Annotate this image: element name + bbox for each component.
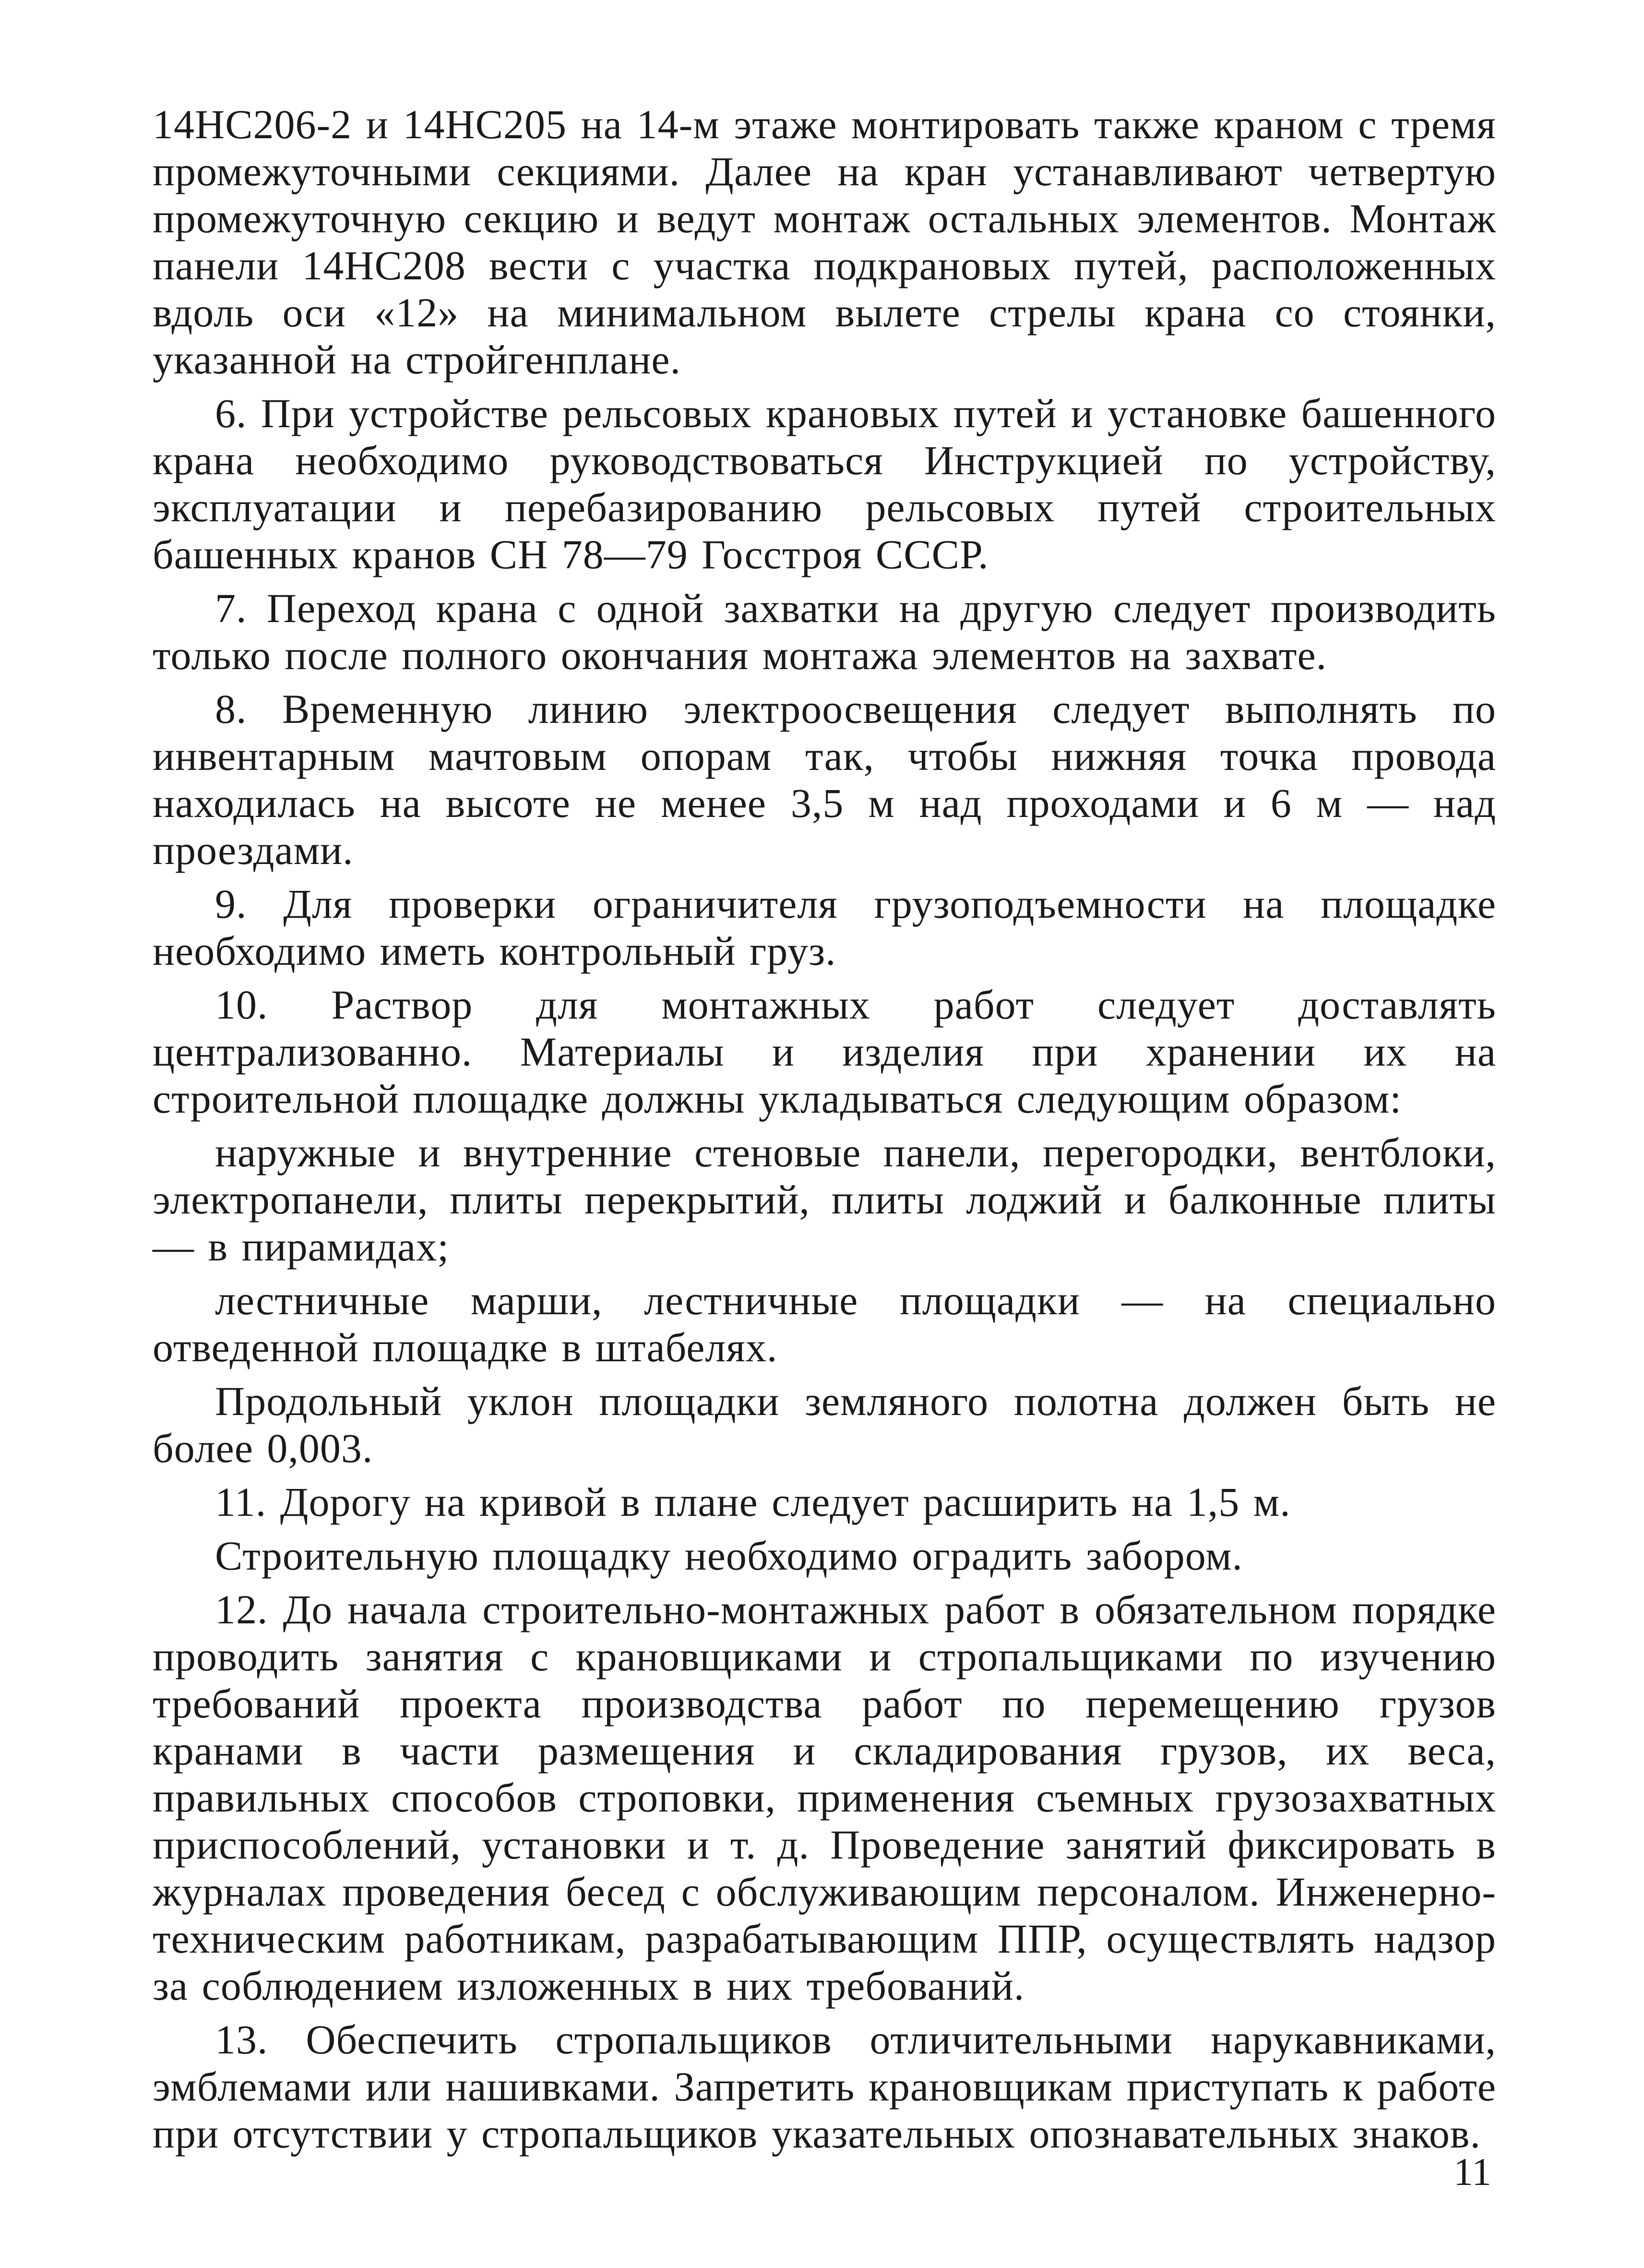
- page-number: 11: [1453, 2150, 1491, 2194]
- paragraph-stairs-storage: лестничные марши, лестничные площадки — на специально отведенной площадке в штабелях.: [153, 1277, 1496, 1370]
- paragraph-continuation: 14НС206-2 и 14НС205 на 14-м этаже монтировать также краном с тремя промежуточными секциями. Далее на кран устанавливают четвертую промежуточную секцию и ведут монтаж остальных элементов. Монтаж панели 14НС208 вести с участка подкрановых путей, расположенных вдоль оси «12» на минимальном вылете стрелы крана со стоянки, указанной на стройгенплане.: [153, 101, 1496, 383]
- paragraph-item-7: 7. Переход крана с одной захватки на другую следует производить только после полного окончания монтажа элементов на захвате.: [153, 585, 1496, 678]
- paragraph-slope: Продольный уклон площадки земляного полотна должен быть не более 0,003.: [153, 1378, 1496, 1471]
- paragraph-item-9: 9. Для проверки ограничителя грузоподъемности на площадке необходимо иметь контрольный груз.: [153, 881, 1496, 974]
- document-body: [153, 101, 1496, 2164]
- paragraph-item-6: 6. При устройстве рельсовых крановых путей и установке башенного крана необходимо руководствоваться Инструкцией по устройству, эксплуатации и перебазированию рельсовых путей строительных башенных кранов СН 78—79 Госстроя СССР.: [153, 390, 1496, 577]
- paragraph-item-12: 12. До начала строительно-монтажных работ в обязательном порядке проводить занятия с крановщиками и стропальщиками по изучению требований проекта производства работ по перемещению грузов кранами в части размещения и складирования грузов, их веса, правильных способов строповки, применения съемных грузозахватных приспособлений, установки и т. д. Проведение занятий фиксировать в журналах проведения бесед с обслуживающим персоналом. Инженерно-техническим работникам, разрабатывающим ППР, осуществлять надзор за соблюдением изложенных в них требований.: [153, 1586, 1496, 2009]
- paragraph-item-13: 13. Обеспечить стропальщиков отличительными нарукавниками, эмблемами или нашивками. Запретить крановщикам приступать к работе при отсутствии у стропальщиков указательных опознавательных знаков.: [153, 2016, 1496, 2157]
- paragraph-fence: Строительную площадку необходимо оградить забором.: [215, 1533, 1243, 1579]
- paragraph-panels-storage: наружные и внутренние стеновые панели, перегородки, вентблоки, электропанели, плиты перекрытий, плиты лоджий и балконные плиты — в пирамидах;: [153, 1129, 1496, 1270]
- paragraph-item-8: 8. Временную линию электроосвещения следует выполнять по инвентарным мачтовым опорам так, чтобы нижняя точка провода находилась на высоте не менее 3,5 м над проходами и 6 м — над проездами.: [153, 686, 1496, 873]
- paragraph-item-11: 11. Дорогу на кривой в плане следует расширить на 1,5 м.: [215, 1479, 1291, 1525]
- paragraph-item-10: 10. Раствор для монтажных работ следует доставлять централизованно. Материалы и изделия при хранении их на строительной площадке должны укладываться следующим образом:: [153, 982, 1496, 1122]
